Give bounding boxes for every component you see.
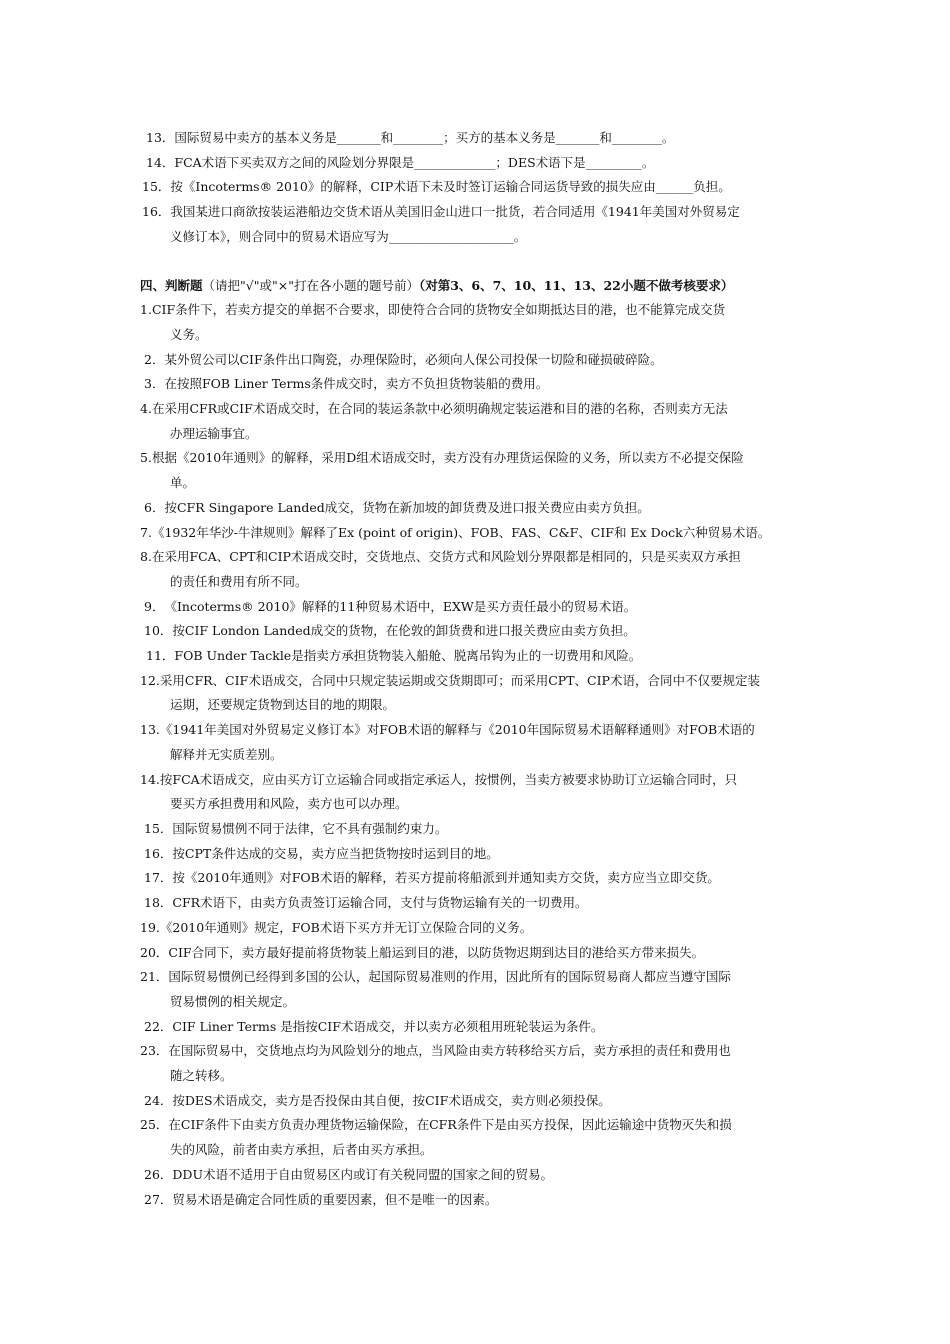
question-text: 在采用CFR或CIF术语成交时，在合同的装运条款中必须明确规定装运港和目的港的名称，否则卖方无法 — [151, 401, 728, 417]
question-text: CIF Liner Terms 是指按CIF术语成交，并以卖方必须租用班轮装运为条件。 — [172, 1018, 604, 1034]
question-number: 3． — [144, 376, 165, 392]
question-text: 《1932年华沙-牛津规则》解释了Ex (point of origin)、FOB、FAS、C&F、CIF和 Ex Dock六种贸易术语。 — [151, 524, 771, 540]
question-text: DDU术语不适用于自由贸易区内或订有关税同盟的国家之间的贸易。 — [172, 1166, 553, 1182]
question-text-continuation: 运期，还要规定货物到达目的地的期限。 — [170, 697, 396, 713]
question-item — [140, 545, 820, 570]
question-text: 在国际贸易中，交货地点均为风险划分的地点，当风险由卖方转移给买方后，卖方承担的责任和费用也 — [168, 1043, 731, 1059]
question-item — [140, 941, 820, 966]
question-text: 国际贸易惯例已经得到多国的公认，起国际贸易准则的作用，因此所有的国际贸易商人都应当遵守国际 — [168, 969, 731, 985]
question-number: 16． — [142, 204, 171, 220]
question-text: 《1941年美国对外贸易定义修订本》对FOB术语的解释与《2010年国际贸易术语解释通则》对FOB术语的 — [159, 722, 755, 738]
question-text: FOB Under Tackle是指卖方承担货物装入船舱、脱离吊钩为止的一切费用和风险。 — [174, 648, 642, 664]
question-item — [140, 1163, 820, 1188]
question-text: 根据《2010年通则》的解释，采用D组术语成交时，卖方没有办理货运保险的义务，所以卖方不必提交保险 — [151, 450, 744, 466]
question-text: 《2010年通则》规定，FOB术语下买方并无订立保险合同的义务。 — [159, 919, 533, 935]
question-text: CIF条件下，若卖方提交的单据不合要求，即使符合合同的货物安全如期抵达目的港，也不能算完成交货 — [151, 302, 726, 318]
question-number: 4. — [140, 401, 152, 417]
question-text: 国际贸易惯例不同于法律，它不具有强制约束力。 — [172, 820, 448, 836]
section-gap — [140, 250, 820, 274]
question-text-continuation: 解释并无实质差别。 — [170, 746, 283, 762]
section-instruction: （请把"√"或"×"打在各小题的题号前） — [202, 277, 419, 293]
question-number: 13. — [140, 722, 160, 738]
section-note: （对第3、6、7、10、11、13、22小题不做考核要求） — [418, 277, 734, 293]
question-text-continuation: 要买方承担费用和风险，卖方也可以办理。 — [170, 796, 408, 812]
question-item — [140, 151, 820, 176]
question-number: 17． — [144, 870, 173, 886]
question-number: 5. — [140, 450, 152, 466]
question-text: 按CFR Singapore Landed成交，货物在新加坡的卸货费及进口报关费应由卖方负担。 — [164, 499, 650, 515]
question-item — [140, 1089, 820, 1114]
question-item — [140, 965, 820, 990]
question-text: 我国某进口商欲按装运港船边交货术语从美国旧金山进口一批货，若合同适用《1941年美国对外贸易定 — [170, 204, 740, 220]
question-number: 15． — [142, 179, 171, 195]
question-text-continuation: 失的风险，前者由卖方承担，后者由买方承担。 — [170, 1142, 433, 1158]
question-text: 在采用FCA、CPT和CIP术语成交时，交货地点、交货方式和风险划分界限都是相同的，只是买卖双方承担 — [151, 549, 741, 565]
question-item — [140, 619, 820, 644]
question-text: 按FCA术语成交，应由买方订立运输合同或指定承运人，按惯例，当卖方被要求协助订立运输合同时，只 — [159, 771, 738, 787]
question-item — [140, 397, 820, 422]
question-item — [140, 891, 820, 916]
question-text: FCA术语下买卖双方之间的风险划分界限是_____________；DES术语下是_________。 — [174, 154, 655, 170]
document-content — [140, 126, 820, 1212]
question-number: 13． — [146, 130, 175, 145]
section-title: 四、判断题 — [140, 277, 203, 293]
question-number: 26． — [144, 1166, 173, 1182]
question-number: 7. — [140, 524, 152, 540]
question-item — [140, 718, 820, 743]
question-text: 贸易术语是确定合同性质的重要因素，但不是唯一的因素。 — [172, 1191, 498, 1207]
question-item — [140, 817, 820, 842]
question-text-continuation: 义修订本》，则合同中的贸易术语应写为____________________。 — [170, 228, 527, 244]
question-item — [140, 842, 820, 867]
question-number: 19. — [140, 919, 160, 935]
question-item — [140, 446, 820, 471]
question-number: 9． — [144, 598, 165, 614]
question-item — [140, 496, 820, 521]
question-item — [140, 768, 820, 793]
question-number: 14． — [146, 154, 175, 170]
question-number: 2． — [144, 351, 165, 367]
question-number: 21． — [140, 969, 169, 985]
question-text-continuation: 单。 — [170, 475, 196, 491]
question-number: 8. — [140, 549, 152, 565]
question-text: 按CIF London Landed成交的货物，在伦敦的卸货费和进口报关费应由卖方负担。 — [172, 623, 636, 639]
question-number: 20． — [140, 944, 169, 960]
question-text: 按《Incoterms® 2010》的解释，CIP术语下未及时签订运输合同运货导致的损失应由______负担。 — [170, 179, 731, 195]
question-number: 23． — [140, 1043, 169, 1059]
question-item — [140, 644, 820, 669]
question-text: CIF合同下，卖方最好提前将货物装上船运到目的港，以防货物迟期到达目的港给买方带来损失。 — [168, 944, 705, 960]
question-item — [140, 372, 820, 397]
question-number: 1. — [140, 302, 152, 318]
question-text: 《Incoterms® 2010》解释的11种贸易术语中，EXW是买方责任最小的贸易术语。 — [164, 598, 637, 614]
question-item — [140, 175, 820, 200]
question-item — [140, 126, 820, 151]
question-item — [140, 348, 820, 373]
question-text: 国际贸易中卖方的基本义务是_______和________；买方的基本义务是_______和________。 — [174, 130, 675, 145]
question-number: 12. — [140, 672, 160, 688]
question-text: 在按照FOB Liner Terms条件成交时，卖方不负担货物装船的费用。 — [164, 376, 549, 392]
question-number: 15． — [144, 820, 173, 836]
question-item — [140, 1188, 820, 1213]
question-text-continuation: 随之转移。 — [170, 1068, 233, 1084]
question-text: 按DES术语成交，卖方是否投保由其自便，按CIF术语成交，卖方则必须投保。 — [172, 1092, 611, 1108]
question-number: 16． — [144, 845, 173, 861]
question-number: 6． — [144, 499, 165, 515]
question-item — [140, 1113, 820, 1138]
question-text-continuation: 办理运输事宜。 — [170, 425, 258, 441]
question-number: 18． — [144, 895, 173, 911]
question-text: 按CPT条件达成的交易，卖方应当把货物按时运到目的地。 — [172, 845, 499, 861]
question-item — [140, 916, 820, 941]
section-heading — [140, 274, 820, 299]
question-text-continuation: 贸易惯例的相关规定。 — [170, 993, 296, 1009]
question-text: 按《2010年通则》对FOB术语的解释，若买方提前将船派到并通知卖方交货，卖方应当立即交货。 — [172, 870, 720, 886]
question-text: 在CIF条件下由卖方负责办理货物运输保险，在CFR条件下是由买方投保，因此运输途中货物灭失和损 — [168, 1117, 732, 1133]
question-text: 采用CFR、CIF术语成交，合同中只规定装运期或交货期即可；而采用CPT、CIP术语，合同中不仅要规定装 — [159, 672, 760, 688]
question-number: 14. — [140, 771, 160, 787]
question-text: CFR术语下，由卖方负责签订运输合同，支付与货物运输有关的一切费用。 — [172, 895, 588, 911]
question-item — [140, 1015, 820, 1040]
question-item — [140, 595, 820, 620]
question-number: 11． — [146, 648, 175, 664]
question-item — [140, 1039, 820, 1064]
question-text-continuation: 义务。 — [170, 326, 208, 342]
question-number: 24． — [144, 1092, 173, 1108]
fill-blank-question-list — [140, 126, 820, 250]
question-item — [140, 521, 820, 546]
judgment-question-list — [140, 298, 820, 1212]
question-text-continuation: 的责任和费用有所不同。 — [170, 573, 308, 589]
question-text: 某外贸公司以CIF条件出口陶瓷，办理保险时，必须向人保公司投保一切险和碰损破碎险。 — [164, 351, 663, 367]
question-item — [140, 866, 820, 891]
question-number: 10． — [144, 623, 173, 639]
question-item — [140, 669, 820, 694]
question-item — [140, 298, 820, 323]
question-number: 27． — [144, 1191, 173, 1207]
question-number: 22． — [144, 1018, 173, 1034]
question-number: 25． — [140, 1117, 169, 1133]
question-item — [140, 200, 820, 225]
